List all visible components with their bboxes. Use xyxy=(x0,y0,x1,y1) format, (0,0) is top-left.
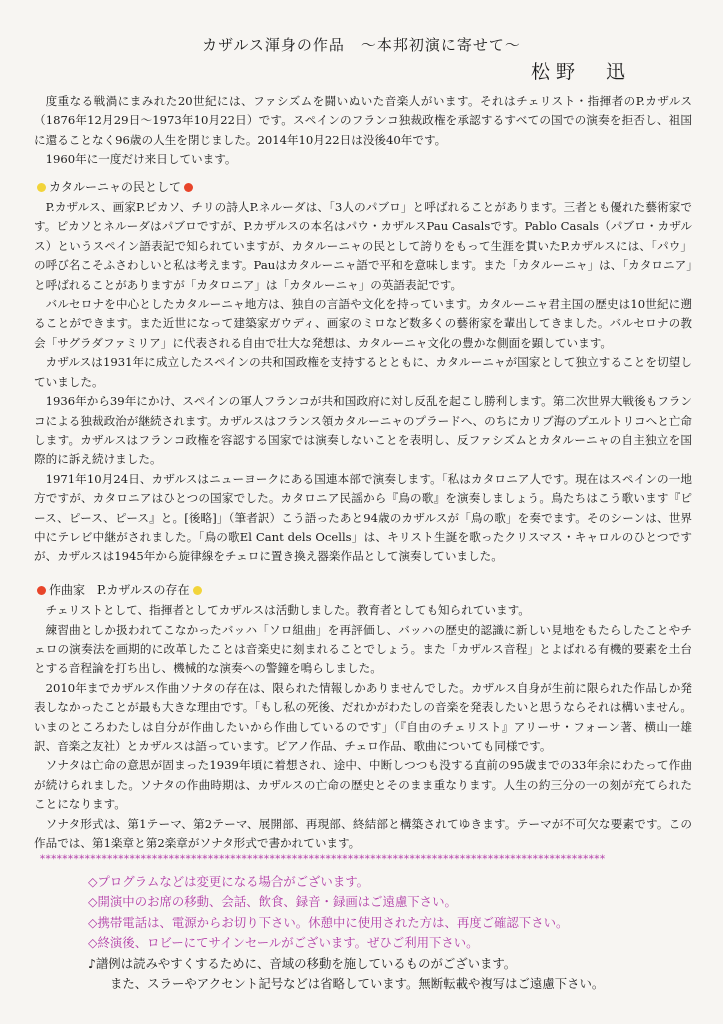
section2-paragraph: ソナタは亡命の意思が固まった1939年頃に着想され、途中、中断しつつも没する直前の95歳までの33年余にわたって作曲が続けられました。ソナタの作曲時期は、カザルスの亡命の歴史とそのまま重なります。人生の約三分の一の刻が充てられたことになります。 xyxy=(34,758,692,812)
score-note: ♪譜例は読みやすくするために、音域の移動を施しているものがございます。 xyxy=(88,955,517,971)
article-body xyxy=(34,92,692,853)
notice-item: ◇プログラムなどは変更になる場合がございます。 xyxy=(88,874,370,889)
page-title: カザルス渾身の作品 ～本邦初演に寄せて～ xyxy=(202,36,521,54)
section1-paragraph: バルセロナを中心としたカタルーニャ地方は、独自の言語や文化を持っています。カタルーニャ君主国の歴史は10世紀に遡ることができます。また近世になって建築家ガウディ、画家のミロなど数多くの藝術家を輩出してきました。バルセロナの教会「サグラダファミリア」に代表される自由で壮大な発想は、カタルーニャ文化の豊かな側面を顕しています。 xyxy=(34,297,692,350)
section-heading-catalonia xyxy=(34,178,692,197)
section2-paragraph: 練習曲としか扱われてこなかったバッハ「ソロ組曲」を再評価し、バッハの歴史的認識に新しい見地をもたらしたことやチェロの演奏法を画期的に改革したことは音楽史に刻まれることでしょう。また「カザルス音程」とよばれる有機的要素を土台とする音程論を打ち出し、機械的な演奏への警鐘を鳴らしました。 xyxy=(34,622,692,676)
yellow-dot-icon xyxy=(193,586,202,595)
red-dot-icon xyxy=(184,183,193,192)
section2-paragraph: チェリストとして、指揮者としてカザルスは活動しました。教育者としても知られています。 xyxy=(45,603,530,618)
section1-paragraph: 1936年から39年にかけ、スペインの軍人フランコが共和国政府に対し反乱を起こし勝利します。第二次世界大戦後もフランコによる独裁政治が継続されます。カザルスはフランス領カタルーニャのプラードへ、のちにカリブ海のプエルトリコへと亡命します。カザルスはフランコ政権を容認する国家では演奏しないことを表明し、反ファシズムとカタルーニャの自主独立を国際的に訴え続けました。 xyxy=(34,394,692,467)
notice-item: ◇携帯電話は、電源からお切り下さい。休憩中に使用された方は、再度ご確認下さい。 xyxy=(88,914,569,930)
section2-paragraph: 2010年までカザルス作曲ソナタの存在は、限られた情報しかありませんでした。カザルス自身が生前に限られた作品しか発表しなかったことが最も大きな理由です。「もし私の死後、だれかがわたしの音楽を発表したいと思うならそれは構いません。いまのところわたしは自分が作曲したいから作曲しているのです」（『自由のチェリスト』アリーサ・フォーン著、横山一雄訳、音楽之友社）とカザルスは語っています。ピアノ作品、チェロ作品、歌曲についても同様です。 xyxy=(34,680,692,753)
section-heading-text: 作曲家 P.カザルスの存在 xyxy=(49,582,190,597)
yellow-dot-icon xyxy=(37,183,46,192)
section2-paragraph: ソナタ形式は、第1テーマ、第2テーマ、展開部、再現部、終結部と構築されてゆきます。テーマが不可欠な要素です。この作品では、第1楽章と第2楽章がソナタ形式で書かれています。 xyxy=(34,816,692,851)
score-note: また、スラーやアクセント記号などは省略しています。無断転載や複写はご遠慮下さい。 xyxy=(110,976,605,992)
section1-paragraph: P.カザルス、画家P.ピカソ、チリの詩人P.ネルーダは、「3人のパブロ」と呼ばれることがあります。三者とも優れた藝術家です。ピカソとネルーダはパブロですが、P.カザルスの本名はパウ・カザルスPau Casalsです。Pablo Casals（パブロ・カザルス）というスペイン語表記で知られていますが、カタルーニャの民として誇りをもって生涯を貫いたP.カザルスには、「パウ」の呼び名こそふさわしいと私は考えます。Pauはカタルーニャ語で平和を意味します。また「カタルーニャ」は、「カタロニア」と呼ばれることがありますが「カタロニア」は「カタルーニャ」の英語表記です。 xyxy=(34,200,692,292)
notice-item: ◇開演中のお席の移動、会話、飲食、録音・録画はご遠慮下さい。 xyxy=(88,894,457,910)
author-name: 松野 迅 xyxy=(530,61,631,83)
section1-paragraph: 1971年10月24日、カザルスはニューヨークにある国連本部で演奏します。「私はカタロニア人です。現在はスペインの一地方ですが、カタロニアはひとつの国家でした。カタロニア民謡から『鳥の歌』を演奏しましょう。鳥たちはこう歌います『ピース、ピース、ピース』と。[後略]」（筆者訳）こう語ったあと94歳のカザルスが「鳥の歌」を奏でます。そのシーンは、世界中にテレビ中継がされました。「鳥の歌El Cant dels Ocells」は、キリスト生誕を歌ったクリスマス・キャロルのひとつですが、カザルスは1945年から旋律線をチェロに置き換え器楽作品として演奏していました。 xyxy=(34,471,692,564)
intro-paragraph: 度重なる戦渦にまみれた20世紀には、ファシズムを闘いぬいた音楽人がいます。それはチェリスト・指揮者のP.カザルス（1876年12月29日～1973年10月22日）です。スペインのフランコ独裁政権を承認するすべての国での演奏を拒否し、祖国に還ることなく96歳の人生を閉じました。2014年10月22日は没後40年です。 xyxy=(34,94,692,147)
section1-paragraph: カザルスは1931年に成立したスペインの共和国政権を支持するとともに、カタルーニャが国家として独立することを切望していました。 xyxy=(34,355,692,389)
notice-list xyxy=(88,872,698,994)
separator-line: ***************************************************************************************************** xyxy=(40,854,606,865)
section-heading-composer xyxy=(34,581,692,600)
section-heading-text: カタルーニャの民として xyxy=(49,179,182,194)
red-dot-icon xyxy=(37,586,46,595)
intro-paragraph: 1960年に一度だけ来日しています。 xyxy=(45,152,237,167)
notice-item: ◇終演後、ロビーにてサインセールがございます。ぜひご利用下さい。 xyxy=(88,935,479,951)
